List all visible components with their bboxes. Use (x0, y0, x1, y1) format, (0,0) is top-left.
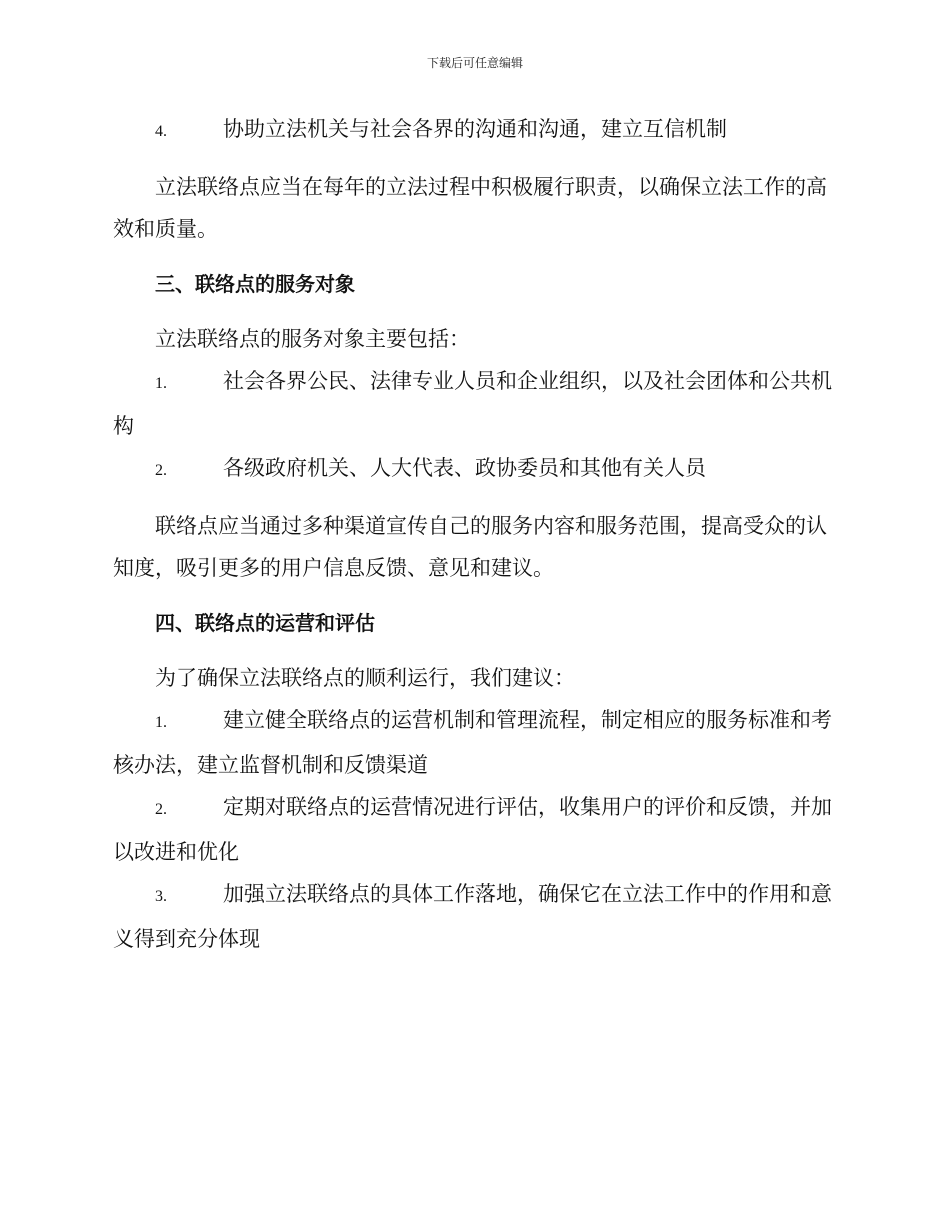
list-text: 建立健全联络点的运营机制和管理流程，制定相应的服务标准和考核办法，建立监督机制和反馈渠道 (113, 708, 832, 777)
document-body (113, 108, 835, 960)
list-number: 3. (155, 888, 167, 905)
paragraph: 立法联络点应当在每年的立法过程中积极履行职责，以确保立法工作的高效和质量。 (113, 175, 827, 241)
section-heading: 四、联络点的运营和评估 (155, 611, 375, 635)
page-header: 下载后可任意编辑 (426, 56, 523, 70)
list-item (113, 360, 835, 447)
list-text: 定期对联络点的运营情况进行评估，收集用户的评价和反馈，并加以改进和优化 (113, 795, 832, 864)
list-number: 1. (155, 375, 167, 392)
list-number: 1. (155, 714, 167, 731)
list-number: 2. (155, 801, 167, 818)
list-item (113, 699, 835, 786)
list-text: 加强立法联络点的具体工作落地，确保它在立法工作中的作用和意义得到充分体现 (113, 882, 832, 951)
list-number: 4. (155, 123, 167, 140)
list-item (113, 873, 835, 960)
list-item (113, 447, 835, 492)
list-item (113, 786, 835, 873)
list-number: 2. (155, 462, 167, 479)
list-text: 各级政府机关、人大代表、政协委员和其他有关人员 (223, 456, 706, 480)
paragraph: 为了确保立法联络点的顺利运行，我们建议： (155, 666, 575, 690)
list-text: 社会各界公民、法律专业人员和企业组织，以及社会团体和公共机构 (113, 369, 832, 438)
list-text: 协助立法机关与社会各界的沟通和沟通，建立互信机制 (223, 117, 727, 141)
paragraph: 联络点应当通过多种渠道宣传自己的服务内容和服务范围，提高受众的认知度，吸引更多的用户信息反馈、意见和建议。 (113, 514, 827, 580)
list-item (113, 108, 835, 153)
paragraph: 立法联络点的服务对象主要包括： (155, 327, 470, 351)
section-heading: 三、联络点的服务对象 (155, 272, 355, 296)
